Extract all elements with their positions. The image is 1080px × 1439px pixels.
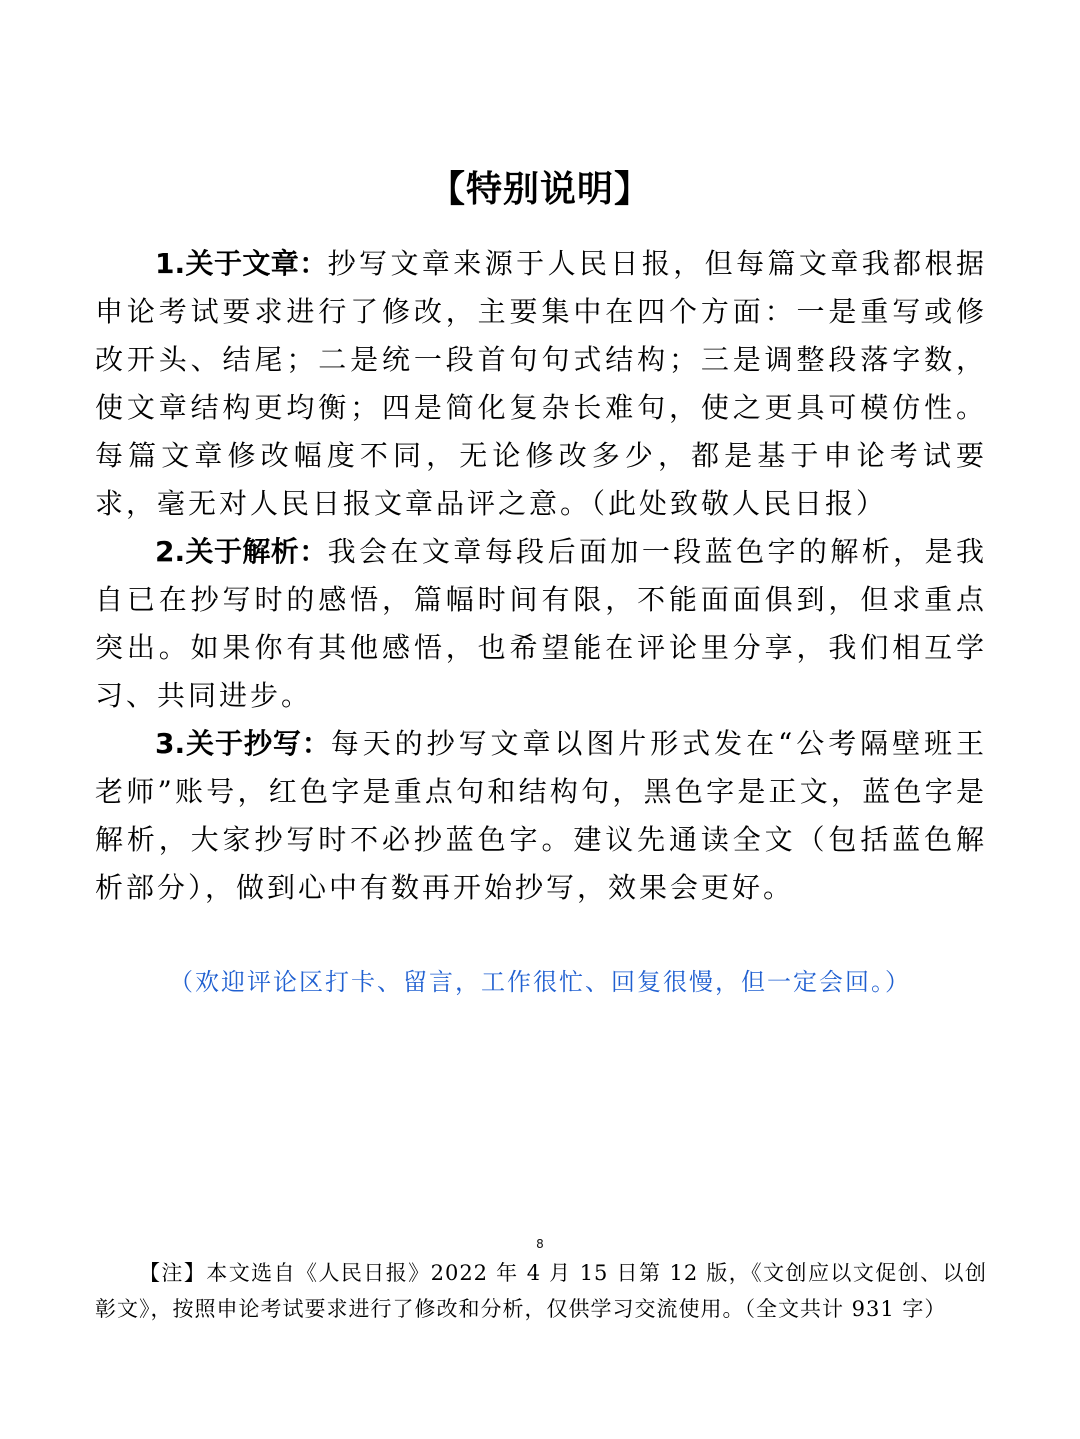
page-title: 【特别说明】 bbox=[428, 169, 651, 210]
instructions-body bbox=[95, 240, 987, 912]
paragraph-text: 抄写文章来源于人民日报，但每篇文章我都根据申论考试要求进行了修改，主要集中在四个方面：一是重写或修改开头、结尾；二是统一段首句句式结构；三是调整段落字数，使文章结构更均衡；四是简化复杂长难句，使之更具可模仿性。每篇文章修改幅度不同，无论修改多少，都是基于申论考试要求，毫无对人民日报文章品评之意。（此处致敬人民日报） bbox=[95, 247, 987, 520]
paragraph-about-analysis bbox=[95, 528, 987, 720]
paragraph-lead: 2.关于解析： bbox=[155, 535, 328, 568]
paragraph-about-article bbox=[95, 240, 987, 528]
page-number: 8 bbox=[536, 1237, 544, 1251]
welcome-message: （欢迎评论区打卡、留言，工作很忙、回复很慢，但一定会回。） bbox=[169, 968, 911, 996]
source-note: 【注】本文选自《人民日报》2022 年 4 月 15 日第 12 版，《文创应以文促创、以创彰文》，按照申论考试要求进行了修改和分析，仅供学习交流使用。（全文共计 931 字） bbox=[95, 1261, 987, 1321]
paragraph-text: 我会在文章每段后面加一段蓝色字的解析，是我自已在抄写时的感悟，篇幅时间有限，不能面面俱到，但求重点突出。如果你有其他感悟，也希望能在评论里分享，我们相互学习、共同进步。 bbox=[95, 535, 987, 712]
paragraph-about-copying bbox=[95, 720, 987, 912]
paragraph-lead: 1.关于文章： bbox=[155, 247, 328, 280]
paragraph-lead: 3.关于抄写： bbox=[155, 727, 331, 760]
paragraph-text: 每天的抄写文章以图片形式发在“公考隔壁班王老师”账号，红色字是重点句和结构句，黑色字是正文，蓝色字是解析，大家抄写时不必抄蓝色字。建议先通读全文（包括蓝色解析部分），做到心中有数再开始抄写，效果会更好。 bbox=[95, 727, 987, 904]
